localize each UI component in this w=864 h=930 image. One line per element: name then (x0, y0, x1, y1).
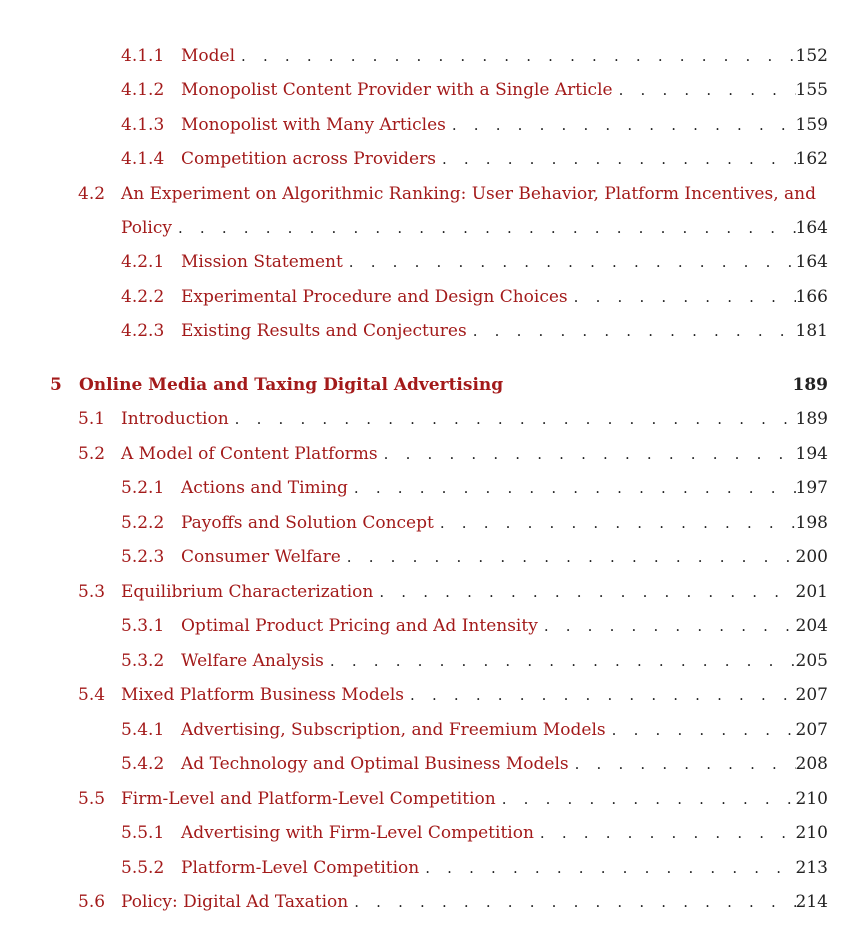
section-number: 5.5 (78, 789, 106, 809)
toc-entry-5-3-2[interactable] (121, 646, 828, 676)
page-number[interactable]: 159 (795, 115, 828, 135)
page-number[interactable]: 181 (795, 321, 828, 341)
section-title[interactable]: Introduction (121, 409, 229, 429)
section-number: 4.2.3 (121, 321, 165, 341)
dot-leader (568, 282, 796, 312)
chapter-title[interactable]: Online Media and Taxing Digital Advertising (79, 375, 504, 395)
dot-leader (373, 577, 795, 607)
dot-leader (613, 75, 796, 105)
toc-entry-4-1-4[interactable] (121, 144, 828, 174)
chapter-number: 5 (50, 375, 62, 395)
dot-leader (229, 404, 796, 434)
section-number: 5.5.2 (121, 858, 165, 878)
toc-entry-5-1[interactable] (78, 404, 828, 434)
toc-entry-5-3[interactable] (78, 577, 828, 607)
section-title[interactable]: Firm-Level and Platform-Level Competition (121, 789, 496, 809)
section-title[interactable]: Model (181, 46, 236, 66)
page-number[interactable]: 152 (795, 46, 828, 66)
section-title[interactable]: Optimal Product Pricing and Ad Intensity (181, 616, 538, 636)
dot-leader (172, 213, 796, 243)
section-number: 5.3.2 (121, 651, 165, 671)
page-number[interactable]: 207 (795, 685, 828, 705)
page-number[interactable]: 204 (795, 616, 828, 636)
page-number[interactable]: 201 (795, 582, 828, 602)
section-number: 5.2 (78, 444, 106, 464)
section-title[interactable]: An Experiment on Algorithmic Ranking: User Behavior, Platform Incentives, and (121, 184, 816, 204)
section-title[interactable]: Mixed Platform Business Models (121, 685, 405, 705)
section-number: 5.2.1 (121, 478, 165, 498)
dot-leader (606, 715, 796, 745)
section-number: 5.4.2 (121, 754, 165, 774)
toc-entry-4-1-2[interactable] (121, 75, 828, 105)
dot-leader (378, 439, 796, 469)
dot-leader (496, 784, 796, 814)
dot-leader (467, 316, 796, 346)
section-number: 5.3 (78, 582, 106, 602)
dot-leader (348, 473, 796, 503)
section-title[interactable]: Actions and Timing (181, 478, 348, 498)
section-number: 4.1.4 (121, 149, 165, 169)
toc-entry-5-5-1[interactable] (121, 818, 828, 848)
section-title[interactable]: Welfare Analysis (181, 651, 324, 671)
section-title[interactable]: Competition across Providers (181, 149, 436, 169)
page-number[interactable]: 205 (795, 651, 828, 671)
dot-leader (419, 853, 795, 883)
page-number[interactable]: 207 (795, 720, 828, 740)
section-title-continued[interactable]: Policy (121, 218, 172, 238)
page-number[interactable]: 164 (795, 218, 828, 238)
section-number: 4.1.1 (121, 46, 165, 66)
toc-chapter-5[interactable] (50, 370, 828, 400)
toc-entry-5-2-2[interactable] (121, 508, 828, 538)
section-title[interactable]: Mission Statement (181, 252, 343, 272)
toc-entry-5-3-1[interactable] (121, 611, 828, 641)
toc-entry-4-2[interactable] (78, 179, 828, 209)
toc-entry-4-2-continued[interactable] (121, 213, 828, 243)
toc-entry-5-5[interactable] (78, 784, 828, 814)
dot-leader (538, 611, 796, 641)
toc-entry-5-4[interactable] (78, 680, 828, 710)
section-title[interactable]: Monopolist with Many Articles (181, 115, 446, 135)
page-number[interactable]: 189 (792, 375, 828, 395)
toc-entry-5-4-1[interactable] (121, 715, 828, 745)
toc-entry-5-2-3[interactable] (121, 542, 828, 572)
section-number: 4.1.3 (121, 115, 165, 135)
section-number: 5.5.1 (121, 823, 165, 843)
section-number: 5.2.2 (121, 513, 165, 533)
section-number: 4.2 (78, 184, 106, 204)
page-number[interactable]: 164 (795, 252, 828, 272)
section-number: 5.4.1 (121, 720, 165, 740)
dot-leader (446, 110, 796, 140)
section-title[interactable]: Payoffs and Solution Concept (181, 513, 434, 533)
dot-leader (341, 542, 796, 572)
page-number[interactable]: 200 (795, 547, 828, 567)
section-number: 5.4 (78, 685, 106, 705)
section-number: 4.2.2 (121, 287, 165, 307)
toc-entry-4-2-2[interactable] (121, 282, 828, 312)
toc-entry-4-1-1[interactable] (121, 41, 828, 71)
toc-entry-5-6[interactable] (78, 887, 828, 917)
section-title[interactable]: Experimental Procedure and Design Choices (181, 287, 568, 307)
dot-leader (436, 144, 796, 174)
page-number[interactable]: 197 (795, 478, 828, 498)
dot-leader (324, 646, 796, 676)
toc-entry-5-2[interactable] (78, 439, 828, 469)
page-number[interactable]: 155 (795, 80, 828, 100)
toc-entry-5-4-2[interactable] (121, 749, 828, 779)
section-title[interactable]: A Model of Content Platforms (121, 444, 378, 464)
page-number[interactable]: 210 (795, 789, 828, 809)
section-title[interactable]: Platform-Level Competition (181, 858, 420, 878)
section-number: 4.2.1 (121, 252, 165, 272)
page-number[interactable]: 213 (795, 858, 828, 878)
section-title[interactable]: Existing Results and Conjectures (181, 321, 467, 341)
dot-leader (434, 508, 796, 538)
page-number[interactable]: 189 (795, 409, 828, 429)
toc-entry-4-2-3[interactable] (121, 316, 828, 346)
dot-leader (343, 247, 796, 277)
dot-leader (404, 680, 796, 710)
page-number[interactable]: 194 (795, 444, 828, 464)
section-number: 5.1 (78, 409, 106, 429)
page-number[interactable]: 214 (795, 892, 828, 912)
toc-entry-5-5-2[interactable] (121, 853, 828, 883)
toc-entry-4-1-3[interactable] (121, 110, 828, 140)
section-number: 5.2.3 (121, 547, 165, 567)
section-title[interactable]: Consumer Welfare (181, 547, 341, 567)
page-number[interactable]: 210 (795, 823, 828, 843)
section-title[interactable]: Advertising, Subscription, and Freemium Models (181, 720, 606, 740)
section-number: 5.6 (78, 892, 106, 912)
section-title[interactable]: Ad Technology and Optimal Business Models (181, 754, 569, 774)
toc-entry-4-2-1[interactable] (121, 247, 828, 277)
page-number[interactable]: 208 (795, 754, 828, 774)
dot-leader (569, 749, 796, 779)
section-title[interactable]: Monopolist Content Provider with a Single Article (181, 80, 613, 100)
dot-leader (235, 41, 796, 71)
section-number: 4.1.2 (121, 80, 165, 100)
page-number[interactable]: 166 (795, 287, 828, 307)
page-number[interactable]: 162 (795, 149, 828, 169)
section-title[interactable]: Advertising with Firm-Level Competition (181, 823, 534, 843)
dot-leader (534, 818, 796, 848)
section-title[interactable]: Policy: Digital Ad Taxation (121, 892, 349, 912)
dot-leader (348, 887, 795, 917)
section-title[interactable]: Equilibrium Characterization (121, 582, 374, 602)
page-number[interactable]: 198 (795, 513, 828, 533)
toc-entry-5-2-1[interactable] (121, 473, 828, 503)
section-number: 5.3.1 (121, 616, 165, 636)
